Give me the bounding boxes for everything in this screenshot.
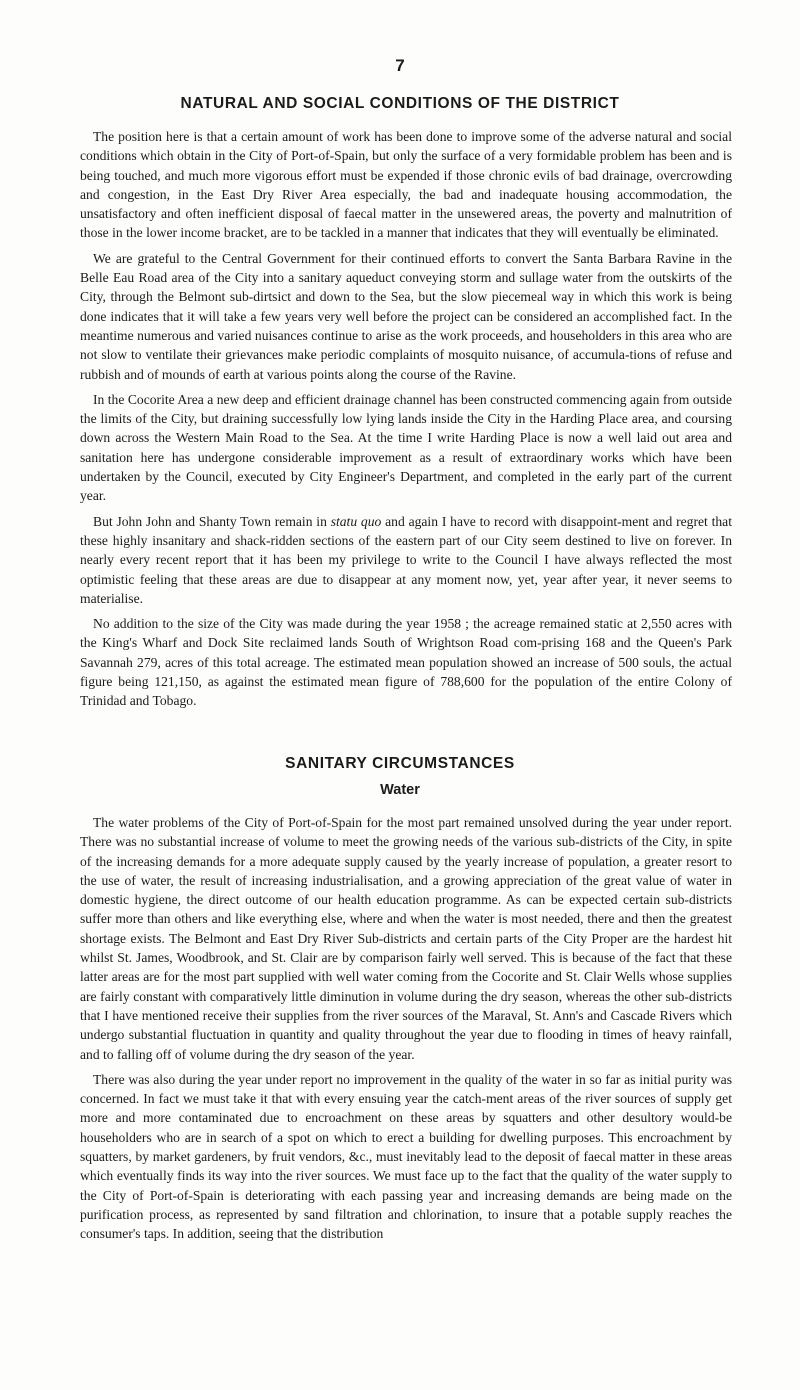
section-heading-natural-social: NATURAL AND SOCIAL CONDITIONS OF THE DISTRICT (180, 95, 620, 112)
paragraph-water-problems: The water problems of the City of Port-of-Spain for the most part remained unsolved during the year under report. There was no substantial increase of volume to meet the growing needs of the various sub-districts of the City, in spite of the increasing demands for a more adequate supply caused by the yearly increase of population, a greater resort to the use of water, the result of increasing industrialisation, and a growing appreciation of the great value of water in domestic hygiene, the direct outcome of our health education programme. As can be expected certain sub-districts suffer more than others and like everything else, where and when the water is most needed, there and then the greatest shortage exists. The Belmont and East Dry River Sub-districts and certain parts of the City Proper are the hardest hit whilst St. James, Woodbrook, and St. Clair are by comparison fairly well served. This is because of the fact that these latter areas are for the most part supplied with well water coming from the Cocorite and St. Clair Wells whose supplies are fairly constant with comparatively little diminution in volume during the dry season, whereas the other sub-districts that I have mentioned receive their supplies from the river sources of the Maraval, St. Ann's and Cascade Rivers which undergo substantial fluctuation in quantity and quality throughout the year due to flooding in times of heavy rainfall, and to falling off of volume during the dry season of the year. (80, 815, 732, 1062)
paragraph-cocorite-drainage: In the Cocorite Area a new deep and efficient drainage channel has been constructed commencing again from outside the limits of the City, but draining successfully low lying lands inside the City in the Harding Place area, and coursing down across the Western Main Road to the Sea. At the time I write Harding Place is now a well laid out area and sanitation here has undergone considerable improvement as a result of extraordinary works which have been undertaken by the Council, executed by City Engineer's Department, and completed in the early part of the current year. (80, 391, 732, 504)
paragraph-santa-barbara-ravine: We are grateful to the Central Government for their continued efforts to convert the Santa Barbara Ravine in the Belle Eau Road area of the City into a sanitary aqueduct conveying storm and sullage water from the outskirts of the City, through the Belmont sub-dirtsict and down to the Sea, but the slow piecemeal way in which this work is being done indicates that it will take a few years very well before the project can be considered an accomplished fact. In the meantime numerous and varied nuisances continue to arise as the work proceeds, and householders in this area who are not slow to ventilate their grievances make periodic complaints of mosquito nuisance, of accumula-tions of refuse and rubbish and of mounds of earth at various points along the course of the Ravine. (80, 250, 732, 382)
section-heading-sanitary-circumstances: SANITARY CIRCUMSTANCES (285, 755, 515, 772)
paragraph-john-john-shanty-town (80, 512, 732, 608)
paragraph-text: But John John and Shanty Town remain in statu quo and again I have to record with disappoint-ment and regret that these highly insanitary and shack-ridden sections of the eastern part of our City seem destined to live on forever. In nearly every recent report that it has been my privilege to write to the Council I have always reflected the most optimistic feeling that these areas are due to disappear at any moment now, yet, year after year, it never seems to materialise. (80, 513, 732, 606)
subheading-water: Water (380, 782, 420, 798)
paragraph-city-size-population: No addition to the size of the City was made during the year 1958 ; the acreage remained static at 2,550 acres with the King's Wharf and Dock Site reclaimed lands South of Wrightson Road com-prising 168 and the Queen's Park Savannah 279, acres of this total acreage. The estimated mean population showed an increase of 500 souls, the actual figure being 121,150, as against the estimated mean figure of 788,600 for the population of the entire Colony of Trinidad and Tobago. (80, 616, 732, 709)
page-number: 7 (395, 56, 405, 75)
paragraph-adverse-conditions: The position here is that a certain amount of work has been done to improve some of the adverse natural and social conditions which obtain in the City of Port-of-Spain, but only the surface of a very formidable problem has been and is being touched, and much more vigorous effort must be expended if those chronic evils of bad drainage, overcrowding and congestion, in the East Dry River Area especially, the bad and inadequate housing accommodation, the unsatisfactory and often inefficient disposal of faecal matter in the unsewered areas, the poverty and malnutrition of those in the lower income bracket, are to be tackled in a manner that indicates that they will eventually be eliminated. (80, 129, 732, 241)
section-natural-social-body (80, 127, 732, 717)
paragraph-water-quality: There was also during the year under report no improvement in the quality of the water in so far as initial purity was concerned. In fact we must take it that with every ensuing year the catch-ment areas of the river sources of supply get more and more contaminated due to encroachment on these areas by squatters and other desultory would-be householders who are in search of a spot on which to erect a building for dwelling purposes. This encroachment by squatters, by market gardeners, by fruit vendors, &c., must inevitably lead to the deposit of faecal matter in these areas which eventually finds its way into the river sources. We must face up to the fact that the quality of the water supply to the City of Port-of-Spain is deteriorating with each passing year and increasing demands are being made on the purification process, as represented by sand filtration and chlorination, to insure that a potable supply reaches the consumer's taps. In addition, seeing that the distribution (80, 1071, 732, 1242)
section-water-body (80, 813, 732, 1250)
